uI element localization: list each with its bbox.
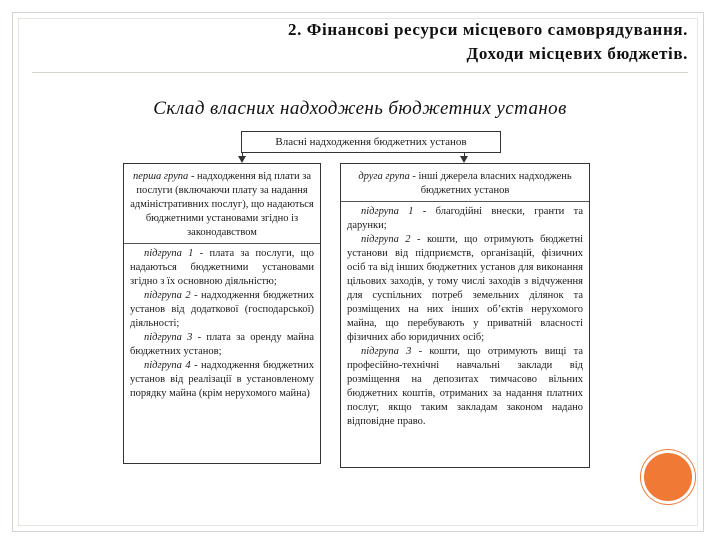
list-item — [347, 205, 583, 233]
list-item — [347, 233, 583, 345]
second-group-box — [340, 163, 590, 468]
first-group-heading-text: - надходження від плати за послуги (включаючи плату за надання адміністративних послуг), що надаються бюджетними установами згідно із законодавством — [130, 171, 314, 238]
first-group-heading-em: перша група — [132, 171, 189, 182]
own-revenues-box — [241, 131, 501, 153]
slide-title-line-1: 2. Фінансові ресурси місцевого самоврядування. — [288, 20, 688, 39]
subgroup-label: підгрупа 3 — [361, 346, 412, 357]
subgroup-text: - плата за оренду майна бюджетних установ; — [130, 332, 314, 357]
subgroup-text: - кошти, що отримують вищі та професійно-технічні навчальні заклади від розміщення на депозитах тимчасово вільних бюджетних коштів, отриманих за надання платних послуг, якщо таким закладам законом надано відповідне право. — [347, 346, 583, 427]
list-item — [347, 345, 583, 429]
subgroup-text: - надходження бюджетних установ від реалізації в установленому порядку майна (крім нерухомого майна) — [130, 360, 314, 399]
first-group-subgroups — [124, 244, 320, 401]
subgroup-label: підгрупа 1 — [144, 248, 194, 259]
slide-title-line-2: Доходи місцевих бюджетів. — [466, 44, 688, 63]
first-group-heading — [124, 164, 320, 244]
list-item — [130, 359, 314, 401]
subgroup-text: - кошти, що отримують бюджетні установи від підприємств, організацій, фізичних осіб та від інших бюджетних установ для виконання цільових заходів, у тому числі заходів з відчуження для суспільних потреб земельних ділянок та розміщених на них інших об’єктів нерухомого майна, що перебувають у приватній власності фізичних або юридичних осіб; — [347, 234, 583, 343]
second-group-heading — [341, 164, 589, 202]
subgroup-text: - надходження бюджетних установ від додаткової (господарської) діяльності; — [130, 290, 314, 329]
arrow-down-right-icon — [460, 156, 468, 163]
list-item — [130, 289, 314, 331]
subgroup-label: підгрупа 3 — [144, 332, 193, 343]
arrow-down-left-icon — [238, 156, 246, 163]
subgroup-label: підгрупа 1 — [361, 206, 414, 217]
subgroup-label: підгрупа 2 — [361, 234, 411, 245]
list-item — [130, 331, 314, 359]
subgroup-label: підгрупа 4 — [144, 360, 191, 371]
second-group-heading-em: друга група — [358, 171, 410, 182]
subgroup-label: підгрупа 2 — [144, 290, 191, 301]
diagram-subtitle: Склад власних надходжень бюджетних установ — [153, 98, 567, 119]
subgroup-text: - благодійні внески, гранти та дарунки; — [347, 206, 583, 231]
title-divider — [32, 72, 688, 73]
own-revenues-label: Власні надходження бюджетних установ — [275, 136, 467, 148]
decorative-circle — [641, 450, 695, 504]
second-group-subgroups — [341, 202, 589, 429]
first-group-box — [123, 163, 321, 464]
second-group-heading-text: - інші джерела власних надходжень бюджетних установ — [409, 171, 572, 196]
list-item — [130, 247, 314, 289]
subgroup-text: - плата за послуги, що надаються бюджетними установами згідно з їх основною діяльністю; — [130, 248, 314, 287]
